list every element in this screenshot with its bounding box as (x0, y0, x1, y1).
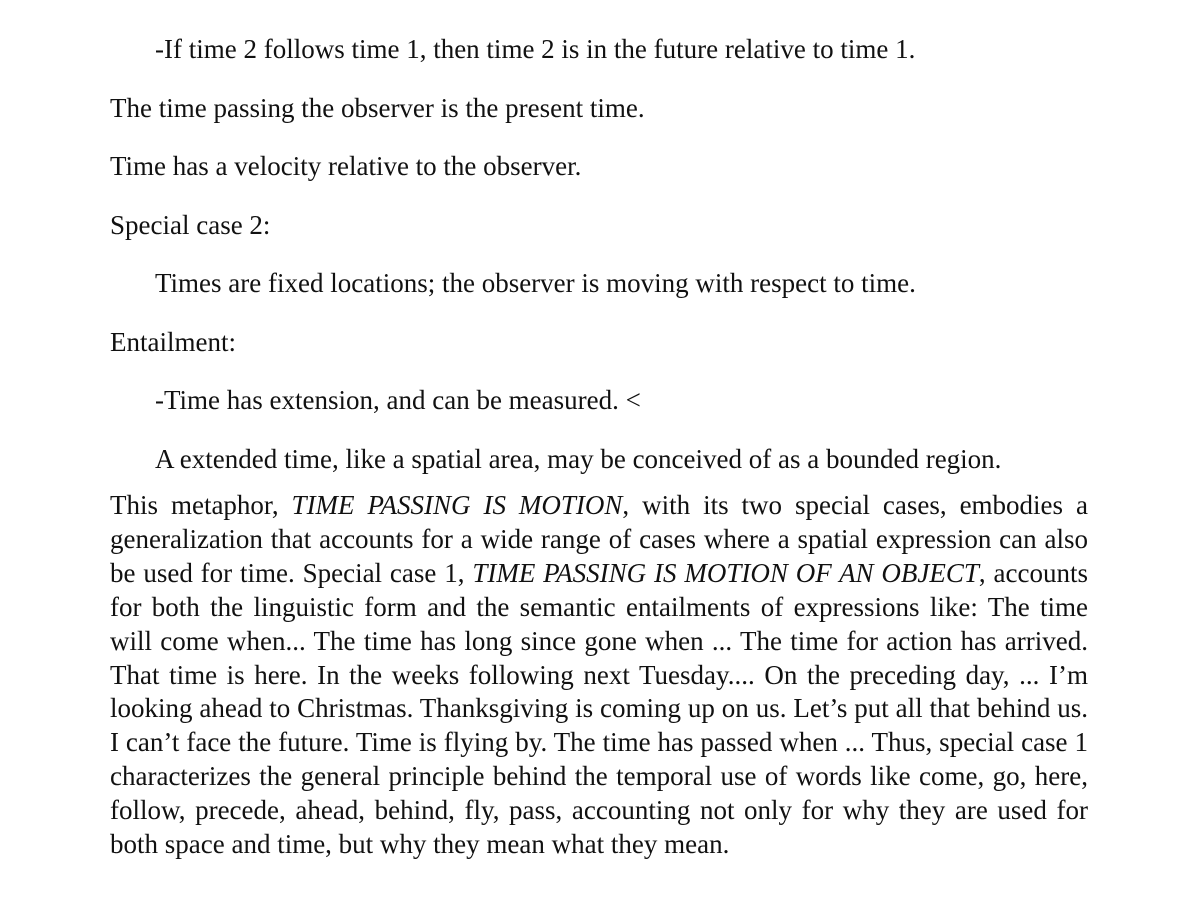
entailment-extension-line: -Time has extension, and can be measured. < (155, 385, 641, 415)
entailment-heading: Entailment: (110, 327, 236, 357)
present-time-line: The time passing the observer is the present time. (110, 93, 645, 123)
special-case-2-heading: Special case 2: (110, 210, 271, 240)
body-paragraph (110, 489, 1088, 862)
paragraph-text-3: , accounts for both the linguistic form and the semantic entailments of expressions like: The time will come when... The time has long since gone when ... The time for action has arrived. That time is here. In the weeks following next Tuesday.... On the preceding day, ... I’m looking ahead to Christmas. Thanksgiving is coming up on us. Let’s put all that behind us. I can’t face the future. Time is flying by. The time has passed when ... Thus, special case 1 characterizes the general principle behind the temporal use of words like come, go, here, follow, precede, ahead, behind, fly, pass, accounting not only for why they are used for both space and time, but why they mean what they mean. (110, 557, 1088, 860)
paragraph-text-1: This metaphor, (110, 490, 292, 520)
entailment-line-future: -If time 2 follows time 1, then time 2 is in the future relative to time 1. (155, 34, 916, 64)
paragraph-text-2: , with its two special cases, embodies a generalization that accounts for a wide range of cases where a spatial expression can also be used for time. Special case 1, (110, 490, 1088, 588)
metaphor-name-italic: TIME PASSING IS MOTION (291, 490, 623, 520)
special-case-1-italic: TIME PASSING IS MOTION OF AN OBJECT (472, 557, 979, 588)
entailment-bounded-region-line: A extended time, like a spatial area, may be conceived of as a bounded region. (155, 444, 1002, 474)
special-case-2-text: Times are fixed locations; the observer is moving with respect to time. (155, 268, 916, 298)
velocity-line: Time has a velocity relative to the observer. (110, 151, 582, 181)
